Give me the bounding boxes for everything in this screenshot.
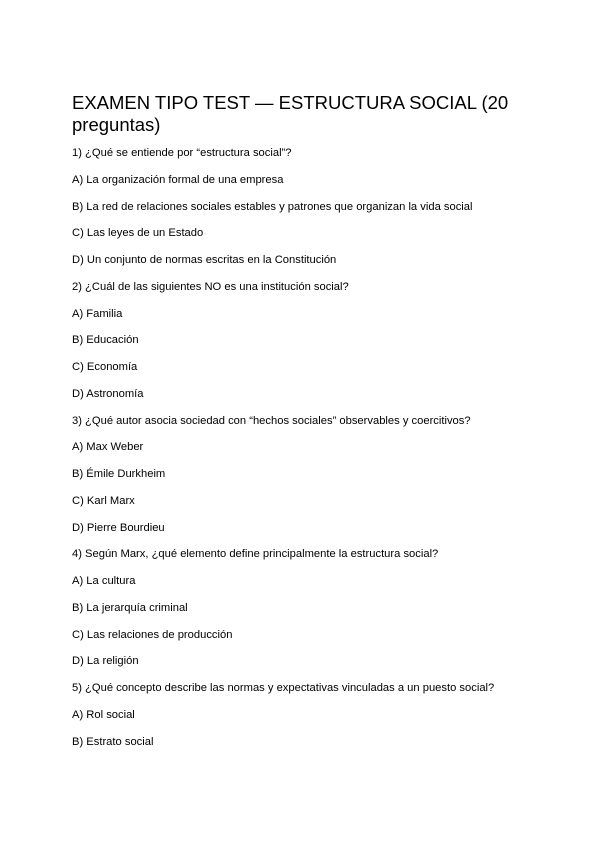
question-1: 1) ¿Qué se entiende por “estructura social”? bbox=[72, 147, 292, 159]
question-1-option-d: D) Un conjunto de normas escritas en la Constitución bbox=[72, 254, 337, 266]
question-5: 5) ¿Qué concepto describe las normas y expectativas vinculadas a un puesto social? bbox=[72, 682, 495, 694]
question-4-option-b: B) La jerarquía criminal bbox=[72, 601, 188, 614]
question-2-option-d: D) Astronomía bbox=[72, 387, 144, 400]
question-4: 4) Según Marx, ¿qué elemento define principalmente la estructura social? bbox=[72, 548, 439, 561]
document-title: EXAMEN TIPO TEST — ESTRUCTURA SOCIAL (20 preguntas) bbox=[72, 92, 509, 135]
question-4-option-d: D) La religión bbox=[72, 655, 139, 668]
question-3-option-a: A) Max Weber bbox=[72, 441, 144, 454]
question-3-option-d: D) Pierre Bourdieu bbox=[72, 521, 165, 534]
question-3: 3) ¿Qué autor asocia sociedad con “hechos sociales” observables y coercitivos? bbox=[72, 414, 471, 427]
question-2-option-c: C) Economía bbox=[72, 361, 138, 373]
question-2: 2) ¿Cuál de las siguientes NO es una institución social? bbox=[72, 280, 349, 293]
question-3-option-c: C) Karl Marx bbox=[72, 494, 135, 507]
question-1-option-c: C) Las leyes de un Estado bbox=[72, 227, 204, 240]
question-list bbox=[72, 146, 542, 761]
question-5-option-b: B) Estrato social bbox=[72, 735, 154, 748]
question-2-option-b: B) Educación bbox=[72, 334, 139, 347]
question-4-option-c: C) Las relaciones de producción bbox=[72, 628, 233, 641]
question-5-option-a: A) Rol social bbox=[72, 708, 135, 721]
question-2-option-a: A) Familia bbox=[72, 307, 123, 320]
question-1-option-b: B) La red de relaciones sociales estables y patrones que organizan la vida social bbox=[72, 200, 473, 213]
question-4-option-a: A) La cultura bbox=[72, 575, 136, 587]
question-3-option-b: B) Émile Durkheim bbox=[72, 468, 166, 480]
question-1-option-a: A) La organización formal de una empresa bbox=[72, 173, 284, 186]
